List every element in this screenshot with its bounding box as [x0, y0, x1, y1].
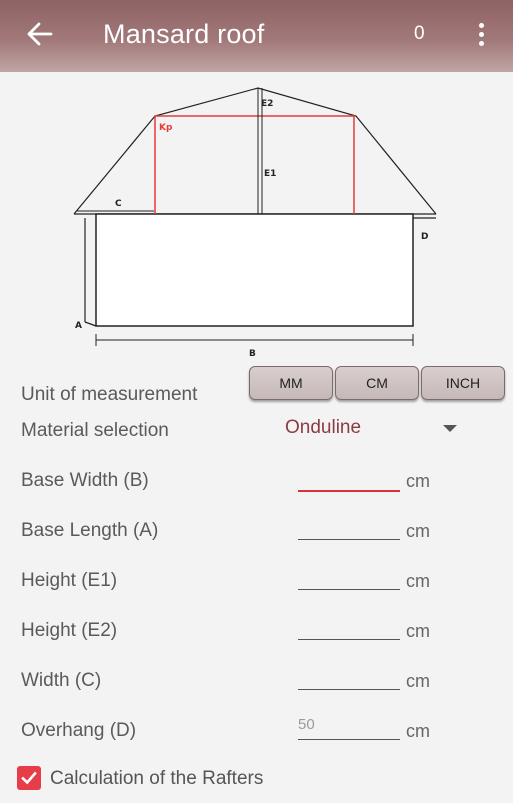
- roof-diagram: [0, 80, 513, 370]
- label-kp: Kp: [159, 123, 173, 133]
- height-e2-unit: cm: [406, 621, 430, 641]
- material-value: Onduline: [285, 417, 362, 438]
- base-length-unit: cm: [406, 521, 430, 541]
- rafters-checkbox[interactable]: [17, 766, 41, 790]
- label-a: A: [75, 321, 82, 331]
- base-width-label: Base Width (B): [21, 470, 149, 491]
- base-length-label: Base Length (A): [21, 520, 159, 541]
- overhang-d-input[interactable]: [298, 709, 400, 740]
- house-body: [96, 214, 413, 326]
- label-e2: E2: [261, 99, 274, 109]
- unit-button-inch[interactable]: INCH: [421, 366, 505, 400]
- height-e2-label: Height (E2): [21, 620, 118, 641]
- width-c-unit: cm: [406, 671, 430, 691]
- check-icon: [20, 769, 38, 787]
- height-e1-label: Height (E1): [21, 570, 118, 591]
- material-dropdown[interactable]: [284, 414, 464, 444]
- base-width-input[interactable]: [298, 460, 400, 492]
- dropdown-arrow-icon: [443, 425, 457, 432]
- rafters-checkbox-label[interactable]: Calculation of the Rafters: [50, 768, 264, 789]
- more-menu-button[interactable]: [468, 16, 494, 52]
- base-length-input[interactable]: [298, 509, 400, 540]
- app-bar: [0, 0, 513, 72]
- material-label: Material selection: [21, 420, 169, 441]
- more-vert-icon-dot: [479, 32, 484, 37]
- more-vert-icon-dot: [479, 41, 484, 46]
- label-e1: E1: [264, 169, 277, 179]
- width-c-label: Width (C): [21, 670, 102, 691]
- height-e2-input[interactable]: [298, 609, 400, 640]
- width-c-input[interactable]: [298, 659, 400, 690]
- height-e1-unit: cm: [406, 571, 430, 591]
- overhang-d-label: Overhang (D): [21, 720, 137, 741]
- unit-label: Unit of measurement: [21, 384, 198, 405]
- overhang-d-unit: cm: [406, 721, 430, 741]
- arrow-left-icon: [27, 21, 53, 47]
- height-e1-input[interactable]: [298, 559, 400, 590]
- more-vert-icon-dot: [479, 23, 484, 28]
- unit-button-cm[interactable]: CM: [335, 366, 419, 400]
- label-b: B: [249, 349, 256, 359]
- page-title: Mansard roof: [103, 19, 265, 49]
- back-button[interactable]: [24, 18, 56, 50]
- rafter-frame: [155, 116, 354, 214]
- label-d: D: [421, 232, 429, 242]
- base-width-unit: cm: [406, 471, 430, 491]
- counter-badge: 0: [414, 23, 425, 44]
- label-c: C: [115, 199, 122, 209]
- unit-button-mm[interactable]: MM: [249, 366, 333, 400]
